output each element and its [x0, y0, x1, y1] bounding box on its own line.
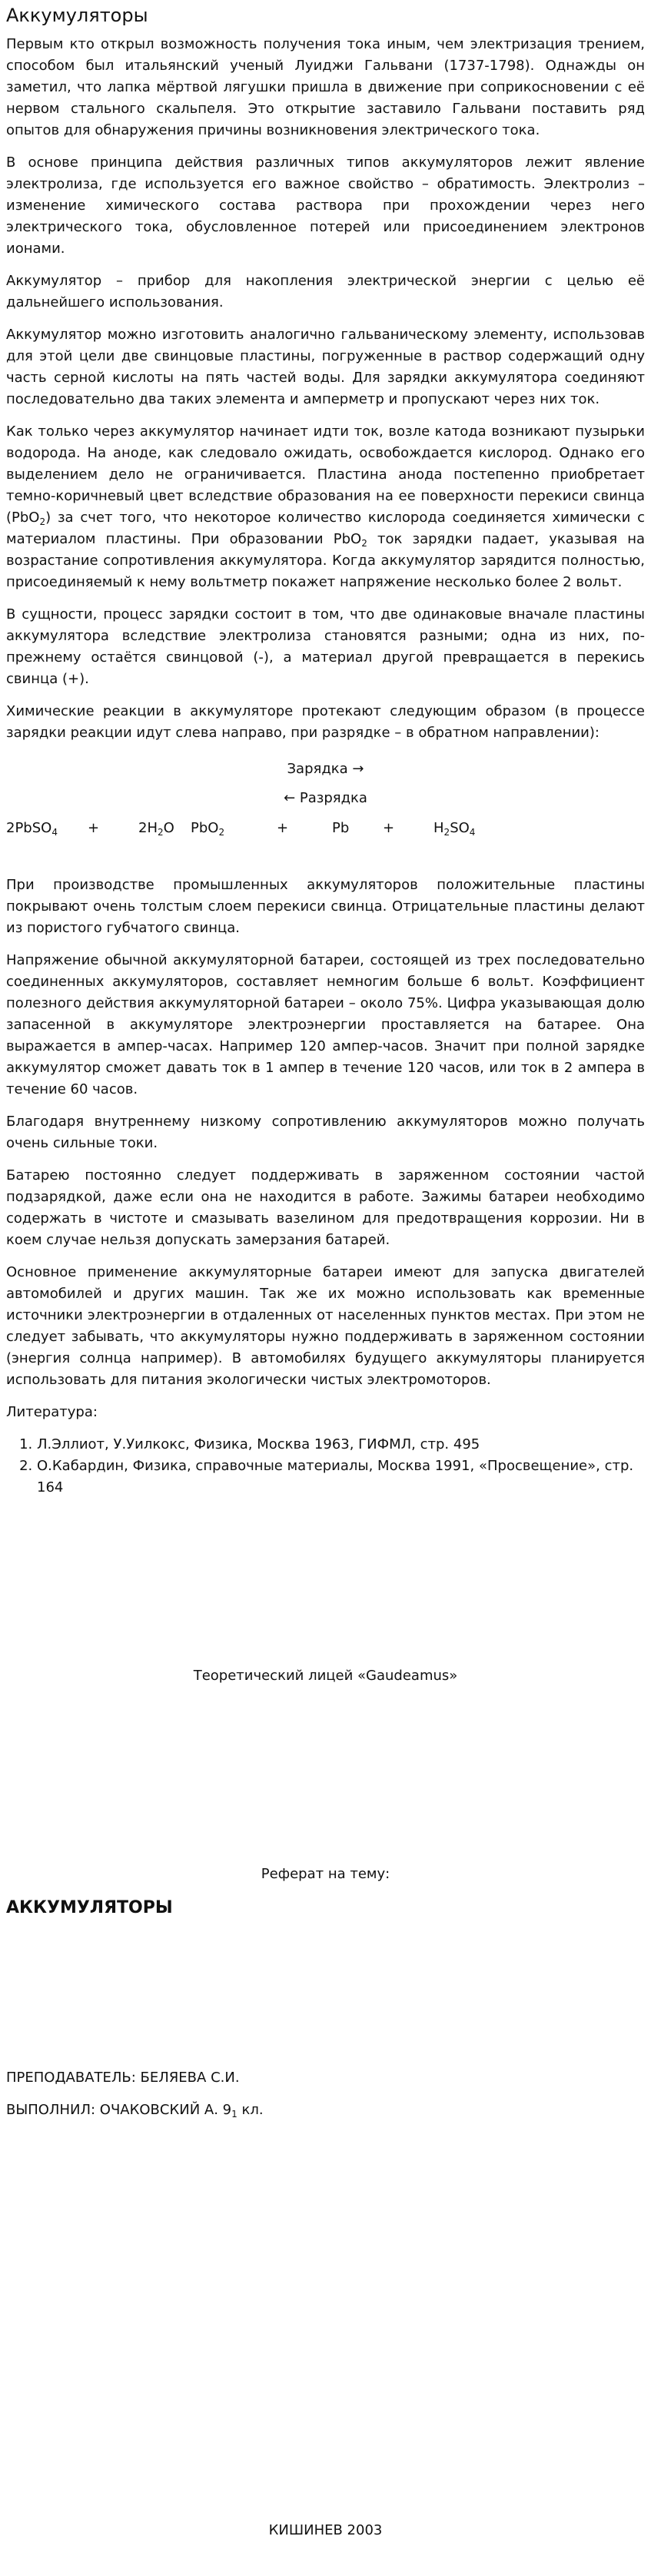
paragraph-applications: Основное применение аккумуляторные батареи имеют для запуска двигателей автомобилей и других машин. Так же их можно использовать как временные источники электроэнергии в отдаленных от населенных пунктов местах. При этом не следует забывать, что аккумуляторы нужно поддерживать в заряженном состоянии (энергия солнца например). В автомобилях будущего аккумуляторы планируется использовать для питания экологически чистых электромоторов.: [6, 1264, 645, 1388]
report-on-label: Реферат на тему:: [261, 1866, 390, 1882]
paragraph-voltage: Напряжение обычной аккумуляторной батареи, состоящей из трех последовательно соединенных аккумуляторов, составляет немногим больше 6 вольт. Коэффициент полезного действия аккумуляторной батареи – около 75%. Цифра указывающая долю запасенной в аккумуляторе электроэнергии проставляется на батарее. Она выражается в ампер-часах. Например 120 ампер-часов. Значит при полной зарядке аккумулятор сможет давать ток в 1 ампер в течение 120 часов, или ток в 2 ампера в течение 60 часов.: [6, 952, 645, 1097]
term-sulfuric-acid: $H_2SO_4$: [433, 820, 476, 838]
city-year: КИШИНЕВ 2003: [268, 2522, 383, 2538]
paragraph-definition: Аккумулятор – прибор для накопления электрической энергии с целью её дальнейшего использования.: [6, 273, 645, 310]
school-name: Теоретический лицей «Gaudeamus»: [193, 1668, 458, 1684]
paragraph-construction: Аккумулятор можно изготовить аналогично гальваническому элементу, использовав для этой цели две свинцовые пластины, погруженные в раствор содержащий одну часть серной кислоты на пять частей воды. Для зарядки аккумулятора соединяют последовательно два таких элемента и амперметр и пропускают через них ток.: [6, 327, 645, 407]
paragraph-current: Благодаря внутреннему низкому сопротивлению аккумуляторов можно получать очень сильные токи.: [6, 1114, 645, 1151]
term-lead-dioxide: PbO$_2$: [191, 820, 225, 838]
student-line: ВЫПОЛНИЛ: ОЧАКОВСКИЙ А. $9_1$ кл.: [6, 2102, 264, 2120]
article-body: [6, 34, 645, 1499]
paragraph-industrial: При производстве промышленных аккумуляторов положительные пластины покрывают очень толстым слоем перекиси свинца. Отрицательные пластины делают из пористого губчатого свинца.: [6, 877, 645, 936]
term-water: $2H_2O$: [138, 820, 174, 838]
reaction-direction-labels: [6, 755, 645, 813]
term-lead: Pb: [332, 820, 350, 836]
plus-sign: +: [277, 820, 289, 836]
literature-heading: Литература:: [6, 1404, 98, 1420]
literature-list: [6, 1434, 645, 1499]
paragraph-charging: Как только через аккумулятор начинает идти ток, возле катода возникают пузырьки водорода. На аноде, как следовало ожидать, освобождается кислород. Однако его выделением дело не ограничивается. Пластина анода постепенно приобретает темно-коричневый цвет вследствие образования на ее поверхности перекиси свинца (PbO$_2$) за счет того, что некоторое количество кислорода соединяется химически с материалом пластины. При образовании PbO$_2$ ток зарядки падает, указывая на возрастание сопротивления аккумулятора. Когда аккумулятор зарядится полностью, присоединяемый к нему вольтметр покажет напряжение несколько более 2 вольт.: [6, 423, 645, 590]
paragraph-electrolysis: В основе принципа действия различных типов аккумуляторов лежит явление электролиза, где используется его важное свойство – обратимость. Электролиз – изменение химического состава раствора при прохождении через него электрического тока, обусловленное потерей или присоединением электронов ионами.: [6, 154, 645, 257]
literature-item: 2. О.Кабардин, Физика, справочные материалы, Москва 1991, «Просвещение», стр. 164: [37, 1456, 645, 1499]
literature-item: 1. Л.Эллиот, У.Уилкокс, Физика, Москва 1963, ГИФМЛ, стр. 495: [37, 1434, 645, 1456]
discharge-label: ← Разрядка: [284, 790, 367, 806]
report-topic: АККУМУЛЯТОРЫ: [6, 1898, 173, 1917]
article-title: Аккумуляторы: [6, 5, 148, 26]
plus-sign: +: [88, 820, 100, 836]
paragraph-essence: В сущности, процесс зарядки состоит в том, что две одинаковые вначале пластины аккумулятора вследствие электролиза становятся разными; одна из них, по-прежнему остаётся свинцовой (-), а материал другой превращается в перекись свинца (+).: [6, 606, 645, 687]
term-lead-sulfate: 2PbSO$_4$: [6, 820, 58, 838]
paragraph-galvani: Первым кто открыл возможность получения тока иным, чем электризация трением, способом был итальянский ученый Луиджи Гальвани (1737-1798). Однажды он заметил, что лапка мёртвой лягушки пришла в движение при соприкосновении с её нервом стального скальпеля. Это открытие заставило Гальвани поставить ряд опытов для обнаружения причины возникновения электрического тока.: [6, 36, 645, 138]
paragraph-maintenance: Батарею постоянно следует поддерживать в заряженном состоянии частой подзарядкой, даже если она не находится в работе. Зажимы батареи необходимо содержать в чистоте и смазывать вазелином для предотвращения коррозии. Ни в коем случае нельзя допускать замерзания батарей.: [6, 1167, 645, 1248]
chemical-equation: [6, 813, 645, 844]
plus-sign: +: [383, 820, 395, 836]
paragraph-reactions-intro: Химические реакции в аккумуляторе протекают следующим образом (в процессе зарядки реакции идут слева направо, при разрядке – в обратном направлении):: [6, 703, 645, 741]
teacher-line: ПРЕПОДАВАТЕЛЬ: БЕЛЯЕВА С.И.: [6, 2070, 240, 2086]
charge-label: Зарядка →: [287, 761, 364, 777]
